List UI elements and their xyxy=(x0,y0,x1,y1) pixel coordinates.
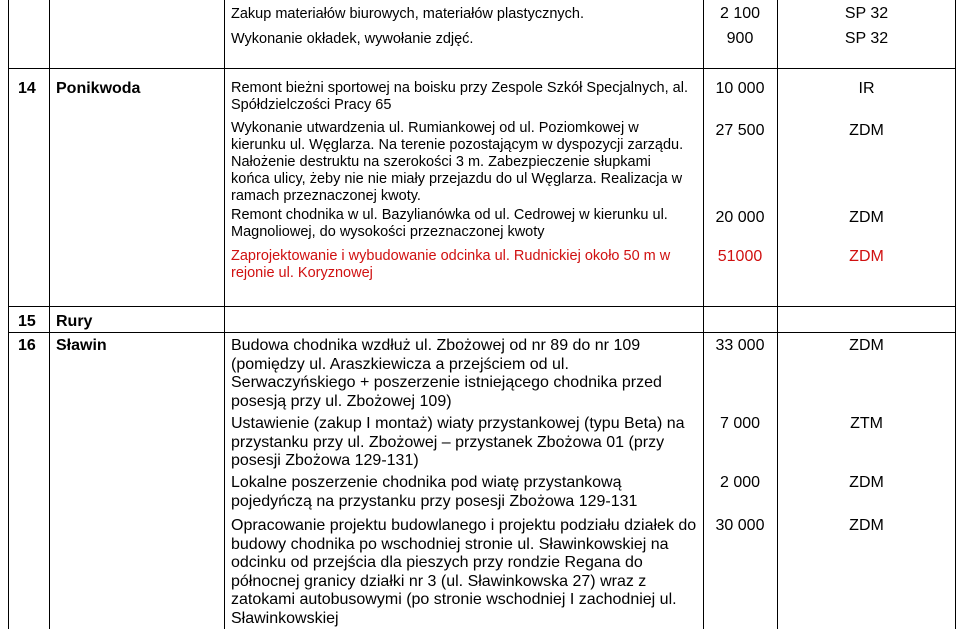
item-desc: Remont bieżni sportowej na boisku przy Zespole Szkół Specjalnych, al. Spółdzielczości Pracy 65 xyxy=(231,80,688,113)
item-code: ZDM xyxy=(849,209,884,226)
item-code: ZDM xyxy=(849,474,884,491)
item-amount: 27 500 xyxy=(715,122,765,139)
table-right-border xyxy=(955,0,956,629)
item-amount: 10 000 xyxy=(715,80,765,97)
section-name: Ponikwoda xyxy=(56,80,141,97)
table-row-desc: Wykonanie okładek, wywołanie zdjęć. xyxy=(231,31,474,47)
item-desc-highlighted: Zaprojektowanie i wybudowanie odcinka ul. Rudnickiej około 50 m w rejonie ul. Koryznowej xyxy=(231,248,671,281)
item-amount-highlighted: 51000 xyxy=(717,248,763,265)
section-name: Sławin xyxy=(56,337,107,354)
item-desc: Ustawienie (zakup I montaż) wiaty przystankowej (typu Beta) na przystanku przy ul. Zbożowej – przystanek Zbożowa 01 (przy posesji Zbożowa 129-131) xyxy=(231,415,685,469)
section-name: Rury xyxy=(56,313,93,330)
item-amount: 20 000 xyxy=(715,209,765,226)
table-row-desc: Zakup materiałów biurowych, materiałów plastycznych. xyxy=(231,6,584,22)
item-code: ZTM xyxy=(850,415,883,432)
section-number: 15 xyxy=(18,313,36,330)
item-desc: Remont chodnika w ul. Bazylianówka od ul. Cedrowej w kierunku ul. Magnoliowej, do wysokości przeznaczonej kwoty xyxy=(231,207,668,240)
item-code: ZDM xyxy=(849,122,884,139)
item-amount: 2 000 xyxy=(719,474,761,491)
table-row-amount: 900 xyxy=(726,30,754,47)
item-amount: 33 000 xyxy=(715,337,765,354)
col-divider-2 xyxy=(224,0,225,629)
item-code: ZDM xyxy=(849,337,884,354)
item-amount: 7 000 xyxy=(719,415,761,432)
item-desc: Budowa chodnika wzdłuż ul. Zbożowej od nr 89 do nr 109 (pomiędzy ul. Araszkiewicza a przejściem od ul. Serwaczyńskiego + poszerzenie istniejącego chodnika przed posesją przy ul. Zbożowej 109) xyxy=(231,337,662,410)
row-divider-b xyxy=(8,306,956,307)
item-desc: Wykonanie utwardzenia ul. Rumiankowej od ul. Poziomkowej w kierunku ul. Węglarza. Na terenie pozostającym w dyspozycji zarządu. Nałożenie destruktu na szerokości 3 m. Zabezpieczenie słupkami końca ulicy, żeby nie nie miały przejazdu do ul Węglarza. Realizacja w ramach przeznaczonej kwoty. xyxy=(231,120,684,204)
table-left-border xyxy=(8,0,9,629)
item-code-highlighted: ZDM xyxy=(849,248,884,265)
row-divider-a xyxy=(8,68,956,69)
item-desc: Opracowanie projektu budowlanego i projektu podziału działek do budowy chodnika po wschodniej stronie ul. Sławinkowskiej na odcinku od przejścia dla pieszych przy rondzie Regana do północnej granicy działki nr 3 (ul. Sławinkowska 27) wraz z zatokami autobusowymi (po stronie wschodniej I zachodniej ul. Sławinkowskiej xyxy=(231,517,697,627)
section-number: 14 xyxy=(18,80,36,97)
row-divider-c xyxy=(8,332,956,333)
item-amount: 30 000 xyxy=(715,517,765,534)
table-row-code: SP 32 xyxy=(844,5,889,22)
item-desc: Lokalne poszerzenie chodnika pod wiatę przystankową pojedyńczą na przystanku przy posesji Zbożowa 129-131 xyxy=(231,474,638,510)
item-code: IR xyxy=(858,80,875,97)
col-divider-4 xyxy=(777,0,778,629)
item-code: ZDM xyxy=(849,517,884,534)
table-row-amount: 2 100 xyxy=(719,5,761,22)
section-number: 16 xyxy=(18,337,36,354)
table-row-code: SP 32 xyxy=(844,30,889,47)
col-divider-1 xyxy=(49,0,50,629)
